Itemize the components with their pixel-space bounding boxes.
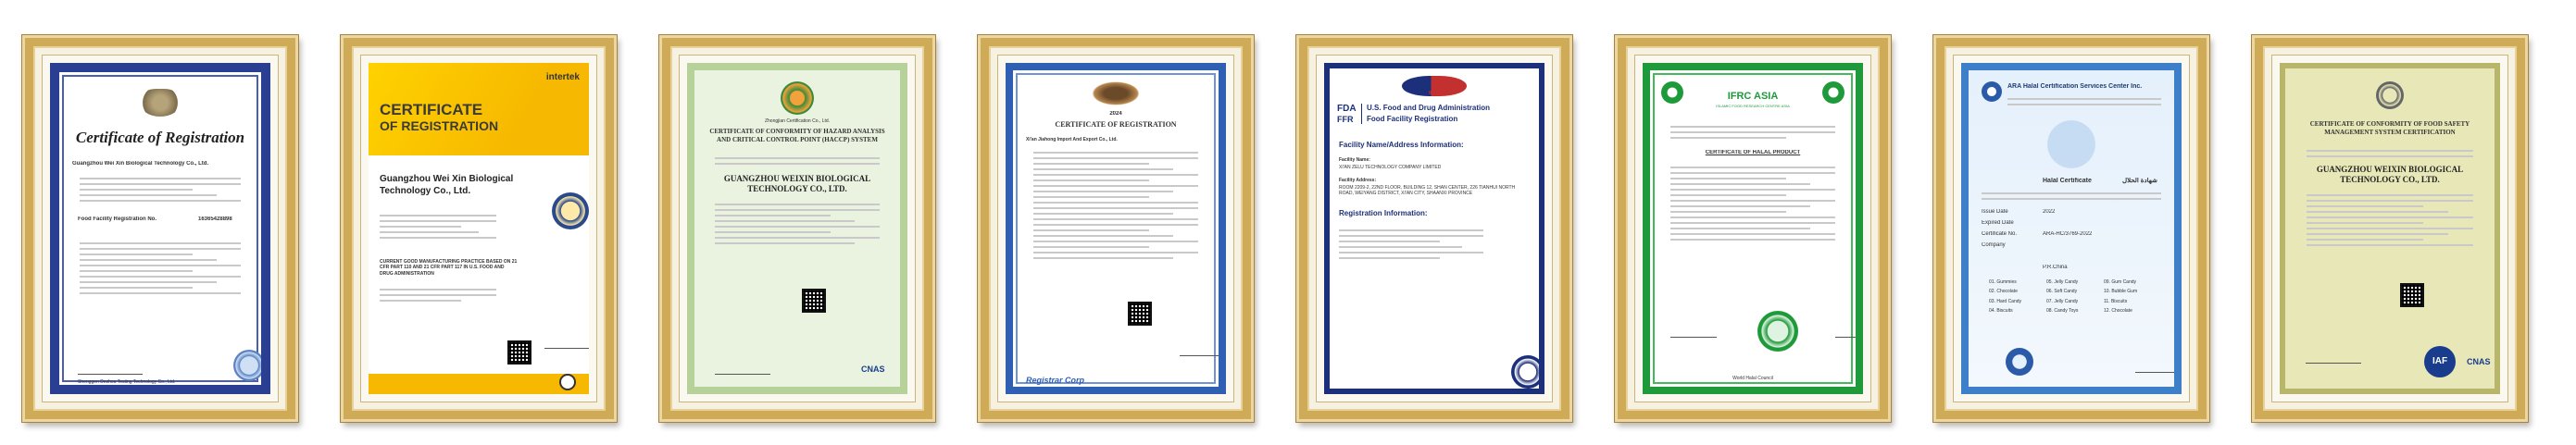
ifrc-logo-text: IFRC	[1429, 91, 1440, 96]
frame-mat	[43, 56, 278, 402]
registrar-corp-logo: Registrar Corp	[1026, 376, 1085, 385]
facility-address-value: ROOM 2209-2, 22ND FLOOR, BUILDING 12, SHAN CENTER, 226 TIANHUI NORTH ROAD, WEIYANG DISTRICT, XI'AN CITY, SHAANXI PROVINCE	[1339, 185, 1516, 197]
issuer-header: Zhongjian Certification Co., Ltd.	[764, 118, 831, 124]
qr-code-icon	[2400, 283, 2424, 307]
seal-icon	[233, 350, 265, 381]
issuer-name: Shenggen Dezhou Testing Technology Co., Ltd.	[78, 379, 176, 385]
agency-name: U.S. Food and Drug Administration	[1367, 104, 1491, 112]
body-text-lines	[2307, 191, 2474, 250]
signature-line	[2135, 365, 2182, 373]
certificate-frame	[2252, 35, 2528, 422]
compliance-statement: CURRENT GOOD MANUFACTURING PRACTICE BASED ON 21 CFR PART 110 AND 21 CFR PART 117 IN U.S. FOOD AND DRUG ADMINISTRATION	[380, 259, 518, 277]
intertek-seal-icon	[552, 192, 589, 229]
body-text-lines	[1339, 226, 1483, 263]
body-text-lines	[2307, 146, 2474, 161]
intertek-logo: intertek	[545, 72, 580, 82]
certificate-frame	[1296, 35, 1572, 422]
frame-mat	[1317, 56, 1552, 402]
body-text-lines	[380, 285, 496, 305]
org-name: IFRC ASIA	[1727, 91, 1779, 102]
product-item: 08. Candy Toys	[2046, 307, 2079, 314]
certificate-halal-ifrc	[1643, 63, 1863, 394]
halal-seal-icon	[1757, 311, 1798, 352]
watermark-emblem-icon	[2044, 117, 2099, 172]
certificate-title-arabic: شهادة الحلال	[2122, 178, 2157, 184]
ara-seal-icon	[2006, 348, 2033, 376]
certificate-registrar-corp	[1006, 63, 1226, 394]
company-name: Guangzhou Wei Xin Biological Technology Co., Ltd.	[380, 174, 514, 196]
body-text-lines	[1670, 163, 1835, 244]
country-value: P.R.China	[2043, 265, 2068, 270]
yellow-footer-band	[369, 374, 589, 394]
body-text-lines	[80, 174, 241, 205]
org-name: ARA Halal Certification Services Center Inc.	[2007, 83, 2143, 90]
qr-code-icon	[802, 289, 826, 313]
org-subtitle: ISLAMIC FOOD RESEARCH CENTRE ASIA	[1716, 104, 1790, 108]
expired-date-label: Expired Date	[1982, 220, 2014, 226]
section-facility: Facility Name/Address Information:	[1339, 141, 1464, 149]
issue-date-label: Issue Date	[1982, 209, 2008, 215]
agency-short: FDA	[1337, 104, 1357, 114]
product-item: 07. Jelly Candy	[2046, 298, 2079, 304]
body-text-lines	[380, 211, 496, 242]
certificate-title: CERTIFICATE OF HALAL PRODUCT	[1705, 150, 1801, 155]
org-contact-lines	[2007, 94, 2161, 109]
registration-label: Food Facility Registration No.	[78, 216, 157, 222]
facility-name-label: Facility Name:	[1339, 157, 1370, 163]
body-text-lines	[80, 239, 241, 298]
body-text-lines	[1033, 148, 1198, 263]
product-item: 06. Soft Candy	[2046, 289, 2078, 295]
divider	[1361, 104, 1362, 124]
body-text-lines	[715, 154, 880, 168]
signature-line	[715, 366, 770, 375]
product-item: 12. Chocolate	[2104, 307, 2132, 314]
iaf-badge: IAF	[2424, 346, 2456, 377]
body-text-lines	[1670, 122, 1835, 142]
certificate-title: CERTIFICATE OF CONFORMITY OF FOOD SAFETY MANAGEMENT SYSTEM CERTIFICATION	[2309, 120, 2470, 136]
certificate-title-line1: CERTIFICATE	[380, 101, 483, 118]
eagle-emblem-icon	[140, 89, 181, 117]
body-text-lines	[1982, 189, 2161, 204]
certificate-frame	[341, 35, 617, 422]
certificate-title-line2: OF REGISTRATION	[380, 118, 499, 133]
frame-mat	[680, 56, 915, 402]
certificate-haccp	[687, 63, 907, 394]
certificate-title: Certificate of Registration	[75, 129, 245, 146]
footer-org: World Halal Council	[1732, 376, 1773, 381]
product-item: 11. Biscuits	[2104, 298, 2128, 304]
certification-logo-icon	[781, 81, 814, 115]
frame-mat	[1954, 56, 2189, 402]
cnas-badge: CNAS	[2467, 357, 2491, 366]
ara-logo-icon	[1982, 81, 2002, 102]
cnas-badge: CNAS	[861, 365, 885, 374]
company-label: Company	[1982, 242, 2006, 248]
signature-line	[1670, 329, 1717, 338]
company-name: Guangzhou Wei Xin Biological Technology Co., Ltd.	[72, 161, 209, 167]
issue-date-value: 2022	[2043, 209, 2056, 215]
certificate-frame	[1615, 35, 1891, 422]
product-item: 10. Bubble Gum	[2104, 289, 2138, 295]
qr-code-icon	[507, 340, 531, 365]
frame-mat	[361, 56, 596, 402]
product-item: 05. Jelly Candy	[2046, 279, 2079, 285]
certificate-food-safety	[2280, 63, 2500, 394]
section-registration: Registration Information:	[1339, 209, 1428, 217]
registration-number: 16365428898	[198, 216, 232, 222]
frame-mat	[1635, 56, 1870, 402]
signature-line	[544, 340, 589, 349]
signature-line	[1180, 348, 1226, 356]
certificate-registration-intertek	[369, 63, 589, 394]
intertek-mark-icon	[559, 374, 576, 390]
signature-line	[78, 366, 143, 375]
certificate-frame	[22, 35, 298, 422]
fda-seal-icon	[1511, 355, 1544, 389]
signature-line	[2306, 355, 2361, 364]
product-item: 03. Hard Candy	[1989, 298, 2022, 304]
signature-line	[1835, 329, 1863, 338]
facility-name-value: XI'AN ZELU TECHNOLOGY COMPANY LIMITED	[1339, 165, 1442, 170]
certificate-title: CERTIFICATE OF CONFORMITY OF HAZARD ANALYSIS AND CRITICAL CONTROL POINT (HACCP) SYSTEM	[709, 128, 885, 143]
body-text-lines	[715, 200, 880, 248]
certificate-number-value: ARA-HC/3769-2022	[2043, 231, 2093, 237]
qr-code-icon	[1128, 302, 1152, 326]
eagle-emblem-icon	[1088, 80, 1144, 107]
certificate-number-label: Certificate No.	[1982, 231, 2018, 237]
product-item: 01. Gummies	[1989, 279, 2017, 285]
facility-address-label: Facility Address:	[1339, 178, 1377, 183]
certificate-frame	[978, 35, 1254, 422]
certification-logo-icon	[2376, 81, 2404, 109]
certificate-frame	[1933, 35, 2209, 422]
certificate-year: 2024	[1109, 111, 1122, 117]
certificate-registration-fda	[50, 63, 270, 394]
certificate-title: Halal Certificate	[2043, 178, 2092, 184]
frame-mat	[2272, 56, 2507, 402]
product-list	[1989, 279, 2161, 314]
company-name: GUANGZHOU WEIXIN BIOLOGICAL TECHNOLOGY CO., LTD.	[2316, 165, 2464, 185]
certificate-fda-ffr	[1324, 63, 1544, 394]
certificate-frame	[659, 35, 935, 422]
frame-mat	[998, 56, 1233, 402]
company-name: Xi'an Jiahong Import And Export Co., Ltd.	[1026, 137, 1118, 142]
product-item: 02. Chocolate	[1989, 289, 2018, 295]
certificate-title: CERTIFICATE OF REGISTRATION	[1055, 120, 1177, 129]
product-item: 04. Biscuits	[1989, 307, 2013, 314]
product-item: 09. Gum Candy	[2104, 279, 2137, 285]
company-name: GUANGZHOU WEIXIN BIOLOGICAL TECHNOLOGY CO., LTD.	[723, 174, 871, 194]
agency-short-2: FFR	[1337, 115, 1354, 124]
program-name: Food Facility Registration	[1367, 115, 1458, 123]
certificate-halal-ara	[1961, 63, 2182, 394]
